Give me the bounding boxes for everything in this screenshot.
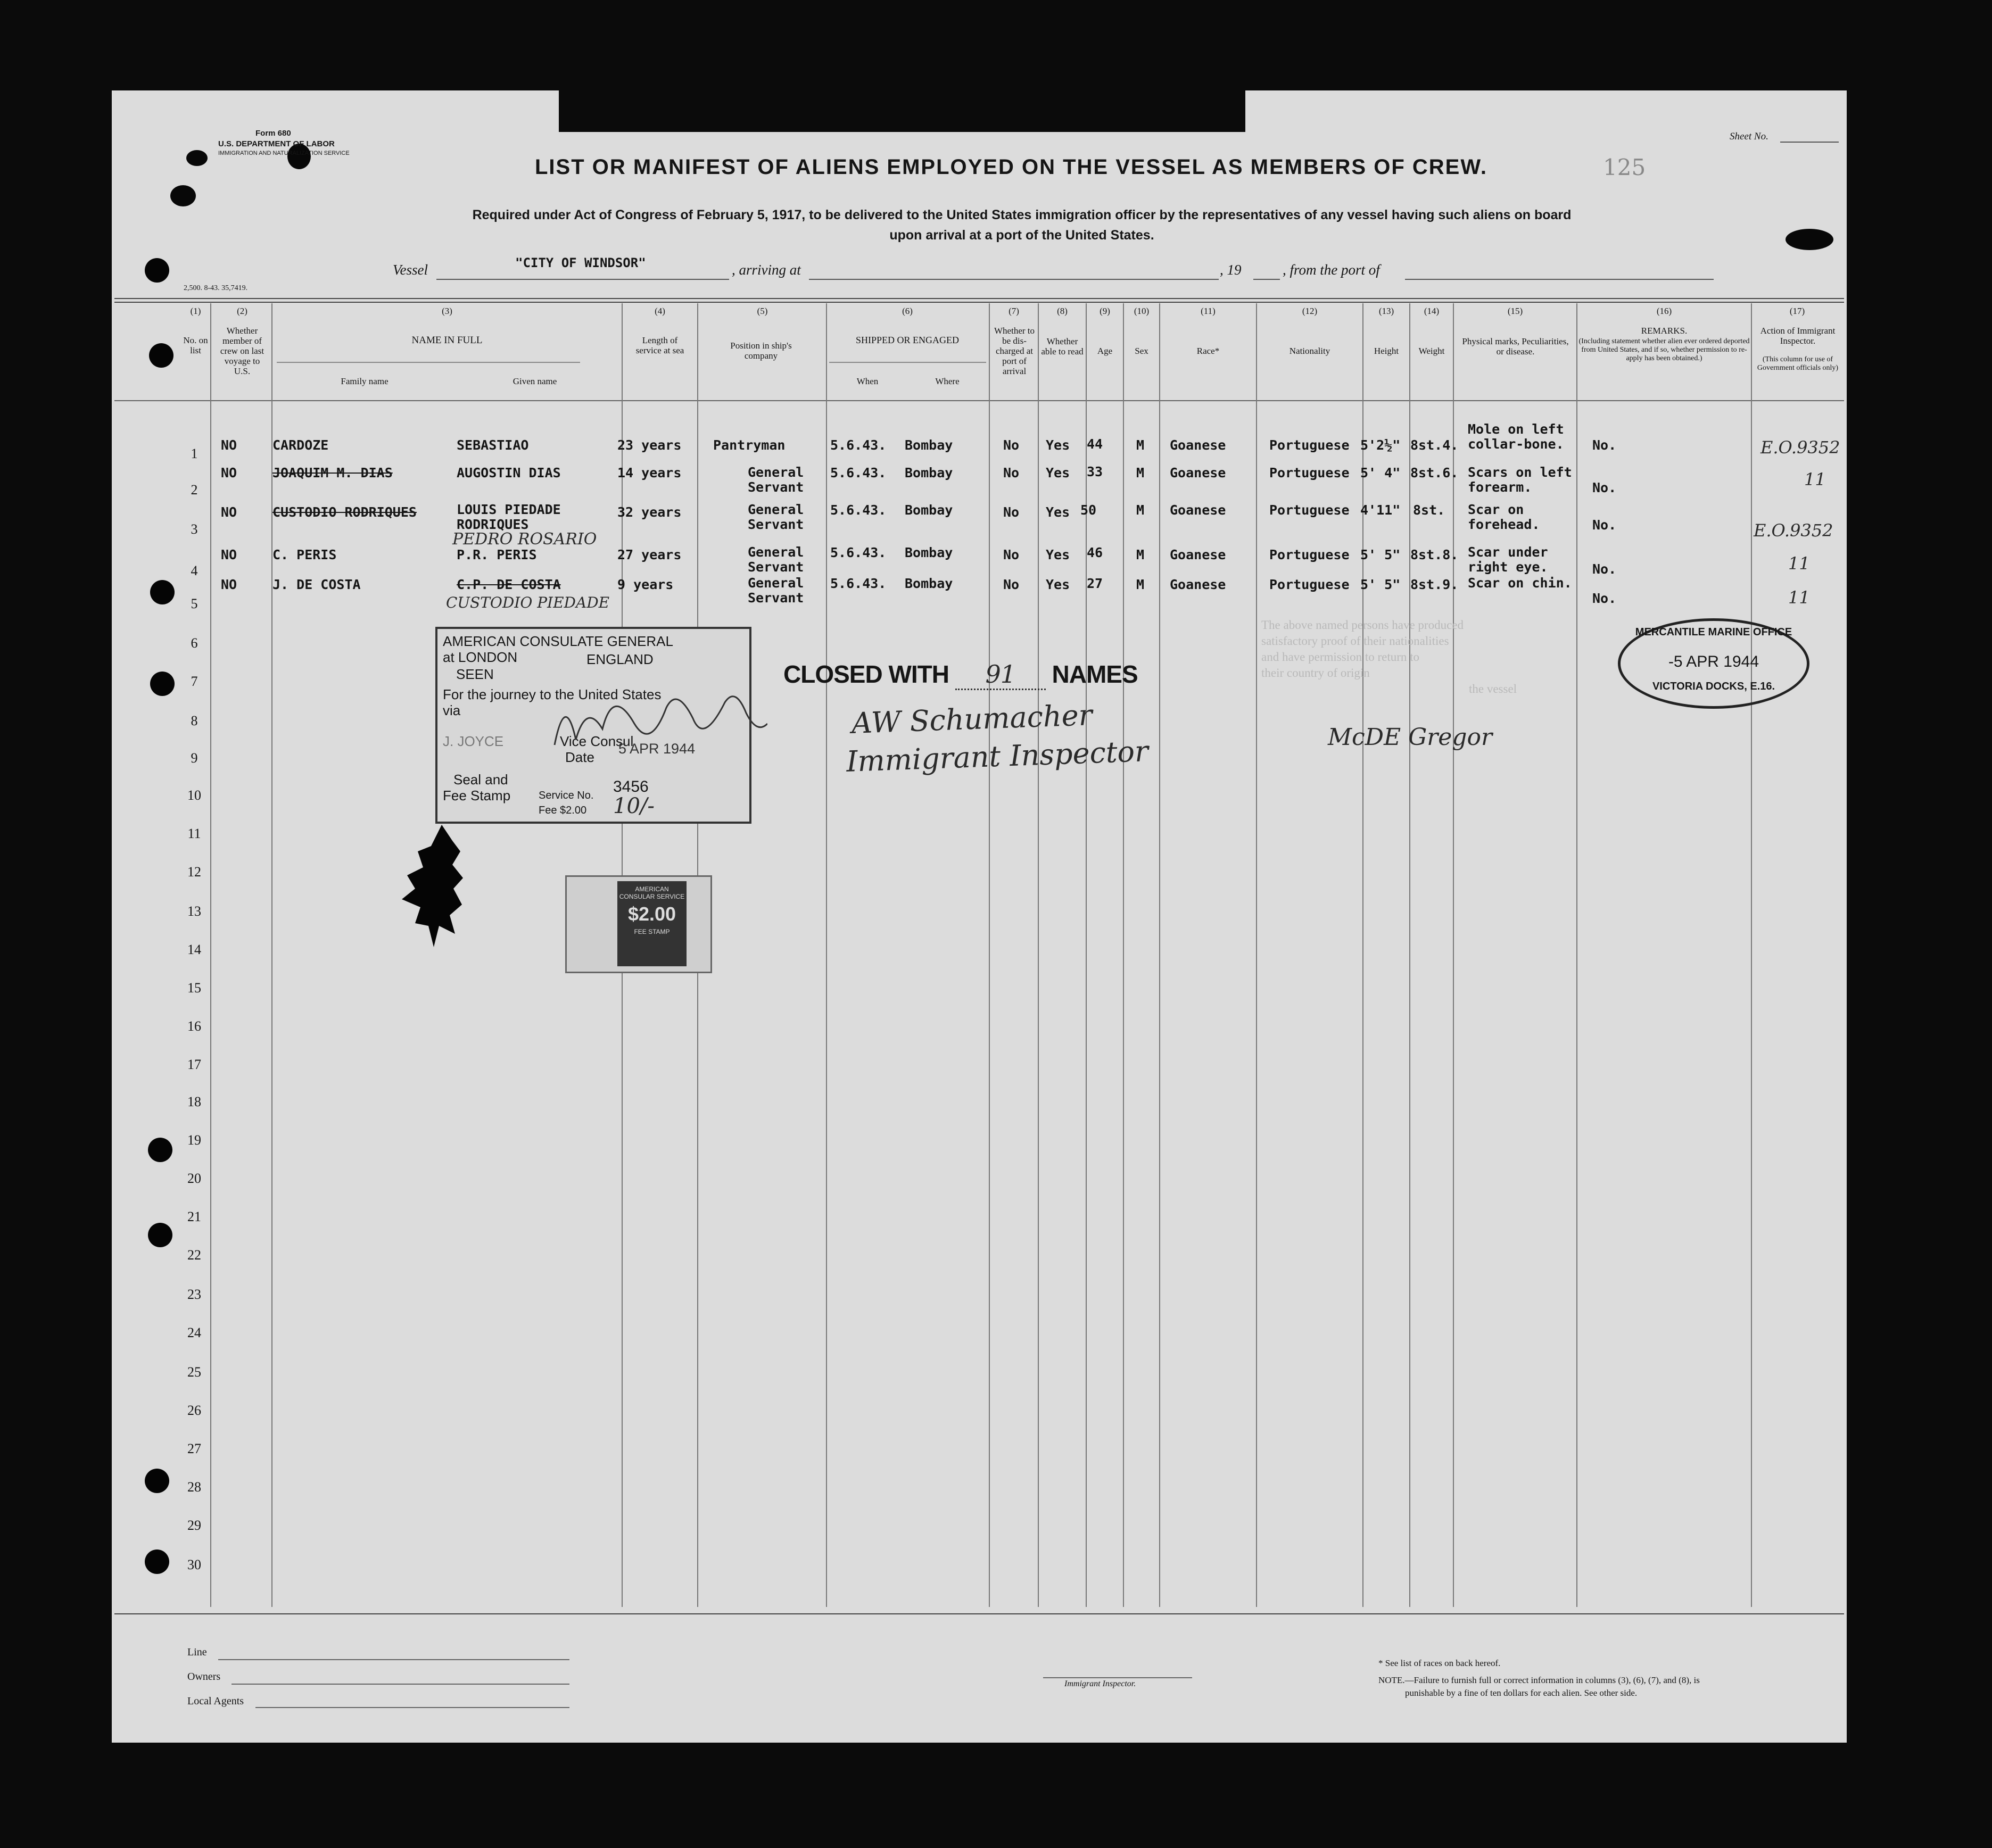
- line-number: 16: [187, 1018, 201, 1034]
- row-5-where: Bombay: [905, 576, 953, 591]
- row-5-height: 5' 5": [1360, 577, 1401, 592]
- faded-statement: [1261, 617, 1602, 697]
- col-subheader-remarks-note: (Including statement whether alien ever ordered deported from United States, and if so, whether permission to re-apply has been obtained.): [1578, 337, 1750, 362]
- row-3-position: General Servant: [748, 502, 804, 532]
- form-title: LIST OR MANIFEST OF ALIENS EMPLOYED ON THE VESSEL AS MEMBERS OF CREW.: [535, 155, 1487, 179]
- row-1-position: Pantryman: [713, 437, 786, 453]
- col-header-race: Race*: [1196, 346, 1220, 356]
- row-3-remarks: No.: [1592, 517, 1617, 533]
- row-1-height: 5'2½": [1360, 437, 1401, 453]
- column-divider: [1123, 303, 1124, 1607]
- column-divider: [826, 303, 827, 1607]
- page-number: 125: [1603, 154, 1646, 180]
- line-number: 19: [187, 1132, 201, 1148]
- row-1-discharged: No: [1003, 437, 1020, 453]
- row-2-height: 5' 4": [1360, 465, 1401, 480]
- row-4-nationality: Portuguese: [1269, 547, 1350, 562]
- row-2-weight: 8st.6.: [1410, 465, 1459, 480]
- footer-note-line1: NOTE.—Failure to furnish full or correct information in columns (3), (6), (7), and (8), is: [1378, 1675, 1700, 1685]
- consulate-line3: SEEN: [456, 666, 494, 682]
- col-num-7: (7): [1009, 306, 1019, 316]
- consulate-line1: AMERICAN CONSULATE GENERAL: [443, 633, 673, 649]
- row-2-remarks: No.: [1592, 480, 1617, 495]
- punch-hole: [148, 1223, 172, 1247]
- row-1-service: 23 years: [617, 437, 682, 453]
- vessel-name: "CITY OF WINDSOR": [515, 255, 646, 270]
- col-num-6: (6): [902, 306, 913, 316]
- row-4-marks: Scar under right eye.: [1468, 544, 1548, 575]
- revenue-stamp-line1: AMERICAN: [635, 885, 669, 893]
- row-4-given-handwritten: PEDRO ROSARIO: [452, 530, 597, 549]
- column-divider: [1576, 303, 1577, 1607]
- col-subheader-inspector-note: (This column for use of Government officials only): [1757, 355, 1839, 372]
- form-subtitle-line1: Required under Act of Congress of February 5, 1917, to be delivered to the United States immigration officer by the representatives of any vessel having such aliens on board: [472, 208, 1572, 222]
- col-header-discharged: Whether to be dis-charged at port of arrival: [994, 326, 1035, 376]
- punch-hole: [145, 1469, 169, 1493]
- punch-hole: [149, 343, 173, 368]
- col-num-17: (17): [1789, 306, 1805, 316]
- right-signature: McDE Gregor: [1328, 724, 1492, 751]
- line-number: 23: [187, 1287, 201, 1302]
- footer-owners-label: Owners: [187, 1671, 221, 1683]
- line-number: 29: [187, 1518, 201, 1533]
- line-number: 6: [191, 635, 198, 651]
- consulate-line2a: at LONDON: [443, 649, 518, 665]
- line-number: 14: [187, 942, 201, 957]
- consulate-date: 5 APR 1944: [618, 741, 696, 757]
- vessel-line: [436, 279, 729, 280]
- closed-stamp: [783, 660, 1138, 690]
- header-rule-top2: [114, 302, 1844, 303]
- col-subheader-where: Where: [935, 376, 960, 386]
- arriving-line: [809, 279, 1219, 280]
- line-number: 12: [187, 864, 201, 880]
- line-number: 20: [187, 1171, 201, 1186]
- punch-hole: [145, 1549, 169, 1574]
- row-2-age: 33: [1087, 464, 1103, 479]
- name-subrule: [277, 362, 580, 363]
- row-4-service: 27 years: [617, 547, 682, 562]
- row-3-race: Goanese: [1170, 502, 1226, 518]
- line-number: 2: [191, 482, 198, 498]
- consulate-stamp: [435, 627, 751, 824]
- row-2-read: Yes: [1046, 465, 1070, 480]
- row-1-nationality: Portuguese: [1269, 437, 1350, 453]
- line-number: 5: [191, 596, 198, 611]
- line-number: 9: [191, 750, 198, 766]
- row-5-remarks: No.: [1592, 591, 1617, 606]
- line-number: 17: [187, 1057, 201, 1072]
- form-number: Form 680: [255, 129, 291, 138]
- closed-suffix: NAMES: [1052, 660, 1138, 688]
- col-header-position: Position in ship's company: [730, 341, 792, 361]
- row-4-crew: NO: [221, 547, 237, 562]
- row-5-crew: NO: [221, 577, 237, 592]
- row-1-age: 44: [1087, 436, 1103, 452]
- col-header-name: NAME IN FULL: [411, 335, 483, 346]
- line-number: 10: [187, 788, 201, 803]
- col-header-action: Action of Immigrant Inspector.: [1760, 326, 1836, 346]
- col-header-marks: Physical marks, Peculiarities, or disease.: [1462, 336, 1569, 357]
- row-5-age: 27: [1087, 576, 1103, 591]
- ink-blot: [186, 150, 208, 166]
- col-header-height: Height: [1374, 346, 1399, 356]
- col-num-8: (8): [1057, 306, 1068, 316]
- col-header-crew: Whether member of crew on last voyage to U.S.: [220, 326, 265, 376]
- row-4-family: C. PERIS: [272, 547, 337, 562]
- row-5-family: J. DE COSTA: [272, 577, 361, 592]
- inspector-title-handwritten: Immigrant Inspector: [846, 734, 1149, 778]
- revenue-stamp-line2: CONSULAR SERVICE: [619, 893, 685, 900]
- header-rule-bottom: [114, 400, 1844, 401]
- row-2-given: AUGOSTIN DIAS: [457, 465, 561, 480]
- punch-hole: [150, 672, 175, 696]
- row-5-given-handwritten: CUSTODIO PIEDADE: [446, 594, 610, 611]
- col-header-sex: Sex: [1135, 346, 1148, 356]
- footer-inspector-line: [1043, 1677, 1192, 1678]
- consulate-officer: J. JOYCE: [443, 733, 504, 749]
- vice-consul-signature-scrawl: [544, 686, 767, 756]
- col-num-5: (5): [757, 306, 768, 316]
- col-header-age: Age: [1097, 346, 1113, 356]
- column-divider: [1409, 303, 1410, 1607]
- line-number: 7: [191, 674, 198, 689]
- revenue-stamp-frame: [565, 875, 712, 973]
- revenue-stamp-line3: FEE STAMP: [634, 928, 670, 935]
- footer-owners-line: [232, 1684, 569, 1685]
- row-5-weight: 8st.9.: [1410, 577, 1459, 592]
- row-1-when: 5.6.43.: [830, 437, 887, 453]
- line-number: 18: [187, 1094, 201, 1109]
- col-num-1: (1): [190, 306, 201, 316]
- row-3-when: 5.6.43.: [830, 502, 887, 518]
- consulate-seal-label2: Fee Stamp: [443, 788, 511, 803]
- line-number: 8: [191, 713, 198, 728]
- row-2-sex: M: [1136, 465, 1145, 480]
- row-1-remarks: No.: [1592, 437, 1617, 453]
- column-divider: [1086, 303, 1087, 1607]
- row-2-family: JOAQUIM M. DIAS: [272, 465, 393, 480]
- col-header-remarks: REMARKS.: [1641, 326, 1688, 336]
- marine-office-stamp: [1618, 618, 1809, 709]
- line-number: 13: [187, 904, 201, 919]
- col-header-read: Whether able to read: [1041, 336, 1084, 357]
- footer-line-line: [218, 1659, 569, 1660]
- line-number: 3: [191, 521, 198, 537]
- row-5-action: 11: [1788, 587, 1810, 608]
- line-number: 30: [187, 1557, 201, 1572]
- marine-stamp-date: -5 APR 1944: [1668, 653, 1759, 670]
- col-num-11: (11): [1201, 306, 1216, 316]
- row-2-nationality: Portuguese: [1269, 465, 1350, 480]
- column-divider: [1751, 303, 1752, 1607]
- row-4-where: Bombay: [905, 545, 953, 560]
- col-num-14: (14): [1424, 306, 1440, 316]
- row-1-marks: Mole on left collar-bone.: [1468, 421, 1564, 452]
- row-2-action: 11: [1804, 469, 1826, 490]
- row-3-crew: NO: [221, 504, 237, 520]
- row-5-discharged: No: [1003, 577, 1020, 592]
- row-4-height: 5' 5": [1360, 547, 1401, 562]
- closed-prefix: CLOSED WITH: [783, 660, 949, 688]
- embossed-seal: [394, 819, 474, 952]
- col-num-15: (15): [1507, 306, 1523, 316]
- row-3-family: CUSTODIO RODRIQUES: [272, 504, 417, 520]
- row-4-discharged: No: [1003, 547, 1020, 562]
- faded-statement-line: their country of origin: [1261, 666, 1370, 679]
- marine-stamp-bottom: VICTORIA DOCKS, E.16.: [1652, 681, 1775, 692]
- print-code: 2,500. 8-43. 35,7419.: [184, 284, 248, 292]
- col-num-3: (3): [442, 306, 452, 316]
- row-3-given: LOUIS PIEDADE RODRIQUES: [457, 502, 561, 532]
- col-header-weight: Weight: [1418, 346, 1445, 356]
- row-1-where: Bombay: [905, 437, 953, 453]
- punch-hole: [145, 258, 169, 283]
- consulate-service-label: Service No.: [539, 790, 594, 801]
- line-number: 26: [187, 1403, 201, 1418]
- row-2-marks: Scars on left forearm.: [1468, 465, 1572, 495]
- consulate-date-label: Date: [565, 749, 594, 765]
- line-number: 25: [187, 1364, 201, 1380]
- footer-line-label: Line: [187, 1646, 207, 1658]
- row-4-weight: 8st.8.: [1410, 547, 1459, 562]
- col-subheader-family: Family name: [341, 376, 389, 386]
- col-subheader-given: Given name: [513, 376, 557, 386]
- row-1-sex: M: [1136, 437, 1145, 453]
- line-number: 15: [187, 980, 201, 996]
- footer-races-note: * See list of races on back hereof.: [1378, 1658, 1501, 1668]
- footer-note-line2: punishable by a fine of ten dollars for each alien. See other side.: [1405, 1688, 1638, 1698]
- row-1-weight: 8st.4.: [1410, 437, 1459, 453]
- ink-blot: [170, 185, 196, 206]
- row-5-read: Yes: [1046, 577, 1070, 592]
- column-divider: [1256, 303, 1257, 1607]
- row-1-given: SEBASTIAO: [457, 437, 529, 453]
- year-label: , 19: [1220, 262, 1242, 278]
- col-num-13: (13): [1378, 306, 1394, 316]
- punch-hole: [148, 1138, 172, 1162]
- row-3-weight: 8st.: [1413, 502, 1445, 518]
- row-3-service: 32 years: [617, 504, 682, 520]
- inspector-signature: AW Schumacher: [851, 698, 1093, 740]
- col-num-4: (4): [655, 306, 665, 316]
- row-3-action: E.O.9352: [1754, 520, 1833, 541]
- col-subheader-when: When: [856, 376, 879, 386]
- row-4-position: General Servant: [748, 544, 804, 575]
- marine-stamp-top: MERCANTILE MARINE OFFICE: [1635, 626, 1792, 638]
- row-2-when: 5.6.43.: [830, 465, 887, 480]
- row-4-given: P.R. PERIS: [457, 547, 537, 562]
- revenue-stamp: [617, 881, 687, 966]
- faded-statement-line: The above named persons have produced: [1261, 618, 1464, 632]
- consulate-line2b: ENGLAND: [586, 651, 654, 667]
- row-5-position: General Servant: [748, 575, 804, 606]
- col-header-no: No. on list: [183, 335, 208, 355]
- row-3-where: Bombay: [905, 502, 953, 518]
- form-subtitle-line2: upon arrival at a port of the United States.: [889, 228, 1154, 243]
- ink-blot: [1786, 229, 1833, 250]
- closed-count: 91: [955, 660, 1046, 690]
- line-number: 27: [187, 1441, 201, 1456]
- row-3-age: 50: [1080, 502, 1097, 518]
- row-4-read: Yes: [1046, 547, 1070, 562]
- line-number: 28: [187, 1479, 201, 1495]
- col-header-service: Length of service at sea: [635, 335, 684, 355]
- row-5-given: C.P. DE COSTA: [457, 577, 561, 592]
- row-1-race: Goanese: [1170, 437, 1226, 453]
- row-1-crew: NO: [221, 437, 237, 453]
- col-num-10: (10): [1134, 306, 1150, 316]
- consulate-line5: via: [443, 702, 461, 718]
- column-divider: [271, 303, 272, 1607]
- column-divider: [1159, 303, 1160, 1607]
- col-num-12: (12): [1302, 306, 1318, 316]
- row-5-marks: Scar on chin.: [1468, 575, 1572, 591]
- row-2-where: Bombay: [905, 465, 953, 480]
- row-2-position: General Servant: [748, 465, 804, 495]
- sheet-label: Sheet No.: [1730, 131, 1768, 142]
- column-divider: [1362, 303, 1363, 1607]
- row-1-read: Yes: [1046, 437, 1070, 453]
- row-3-nationality: Portuguese: [1269, 502, 1350, 518]
- port-line: [1405, 279, 1714, 280]
- footer-agents-line: [255, 1707, 569, 1708]
- line-number: 1: [191, 446, 198, 461]
- port-label: , from the port of: [1283, 262, 1380, 278]
- shipped-subrule: [829, 362, 986, 363]
- row-2-crew: NO: [221, 465, 237, 480]
- faded-statement-line: satisfactory proof of their nationalities: [1261, 634, 1449, 648]
- consulate-line4: For the journey to the United States: [443, 686, 662, 702]
- revenue-stamp-value: $2.00: [627, 903, 676, 925]
- line-number: 22: [187, 1247, 201, 1263]
- row-5-race: Goanese: [1170, 577, 1226, 592]
- footer-inspector-label: Immigrant Inspector.: [1064, 1679, 1136, 1688]
- col-num-2: (2): [237, 306, 247, 316]
- consulate-officer-title: Vice Consul: [560, 733, 634, 749]
- column-divider: [989, 303, 990, 1607]
- faded-statement-line: and have permission to return to: [1261, 650, 1420, 664]
- row-4-age: 46: [1087, 545, 1103, 560]
- line-number: 21: [187, 1209, 201, 1224]
- row-2-discharged: No: [1003, 465, 1020, 480]
- punch-hole: [150, 580, 175, 604]
- row-4-sex: M: [1136, 547, 1145, 562]
- row-4-remarks: No.: [1592, 561, 1617, 577]
- arriving-label: , arriving at: [732, 262, 801, 278]
- column-divider: [1453, 303, 1454, 1607]
- service-label: IMMIGRATION AND NATURALIZATION SERVICE: [218, 150, 350, 156]
- year-line: [1253, 279, 1280, 280]
- row-3-marks: Scar on forehead.: [1468, 502, 1540, 532]
- column-divider: [1038, 303, 1039, 1607]
- row-1-family: CARDOZE: [272, 437, 329, 453]
- row-4-race: Goanese: [1170, 547, 1226, 562]
- col-num-16: (16): [1656, 306, 1672, 316]
- header-rule-top: [114, 298, 1844, 299]
- row-3-sex: M: [1136, 502, 1145, 518]
- row-4-action: 11: [1788, 553, 1810, 574]
- consulate-seal-label1: Seal and: [453, 772, 508, 788]
- line-number: 11: [187, 826, 201, 841]
- row-2-race: Goanese: [1170, 465, 1226, 480]
- faded-statement-line: the vessel: [1469, 682, 1517, 695]
- column-divider: [210, 303, 211, 1607]
- sheet-number-line: [1780, 142, 1839, 143]
- row-3-discharged: No: [1003, 504, 1020, 520]
- footer-agents-label: Local Agents: [187, 1695, 244, 1707]
- torn-edge: [559, 89, 1245, 132]
- consulate-service-no: 3456: [613, 778, 649, 795]
- row-5-sex: M: [1136, 577, 1145, 592]
- row-2-service: 14 years: [617, 465, 682, 480]
- row-5-nationality: Portuguese: [1269, 577, 1350, 592]
- row-5-service: 9 years: [617, 577, 674, 592]
- col-num-9: (9): [1100, 306, 1110, 316]
- row-1-action: E.O.9352: [1760, 437, 1840, 458]
- row-3-read: Yes: [1046, 504, 1070, 520]
- footer-rule: [114, 1613, 1844, 1614]
- line-number: 4: [191, 563, 198, 578]
- row-5-when: 5.6.43.: [830, 576, 887, 591]
- row-3-height: 4'11": [1360, 502, 1401, 518]
- line-number: 24: [187, 1325, 201, 1340]
- consulate-fee-label: Fee $2.00: [539, 805, 587, 816]
- vessel-label: Vessel: [393, 262, 428, 278]
- consulate-fee-value: 10/-: [613, 794, 655, 818]
- department-label: U.S. DEPARTMENT OF LABOR: [218, 139, 335, 148]
- col-header-shipped: SHIPPED OR ENGAGED: [855, 335, 959, 345]
- col-header-nationality: Nationality: [1289, 346, 1330, 356]
- row-4-when: 5.6.43.: [830, 545, 887, 560]
